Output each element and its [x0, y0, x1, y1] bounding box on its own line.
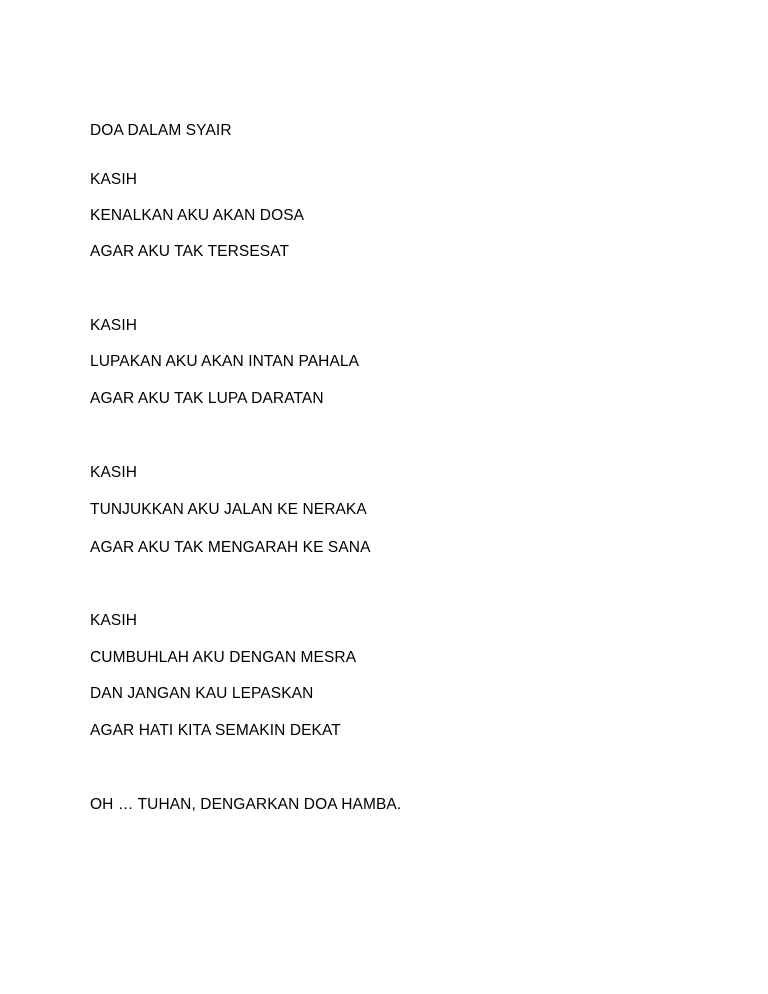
stanza-3-line-1: KASIH — [90, 464, 138, 481]
stanza-1-line-3: AGAR AKU TAK TERSESAT — [90, 243, 290, 260]
stanza-4-line-2: CUMBUHLAH AKU DENGAN MESRA — [90, 649, 357, 666]
stanza-1-line-1: KASIH — [90, 171, 138, 188]
stanza-4-line-1: KASIH — [90, 612, 138, 629]
stanza-1-line-2: KENALKAN AKU AKAN DOSA — [90, 207, 305, 224]
stanza-3-line-3: AGAR AKU TAK MENGARAH KE SANA — [90, 539, 371, 556]
closing-line: OH … TUHAN, DENGARKAN DOA HAMBA. — [90, 796, 402, 813]
stanza-2-line-1: KASIH — [90, 317, 138, 334]
page-title: DOA DALAM SYAIR — [90, 122, 232, 139]
stanza-4-line-4: AGAR HATI KITA SEMAKIN DEKAT — [90, 722, 341, 739]
stanza-3-line-2: TUNJUKKAN AKU JALAN KE NERAKA — [90, 501, 367, 518]
stanza-2-line-3: AGAR AKU TAK LUPA DARATAN — [90, 390, 324, 407]
stanza-4-line-3: DAN JANGAN KAU LEPASKAN — [90, 685, 314, 702]
stanza-2-line-2: LUPAKAN AKU AKAN INTAN PAHALA — [90, 353, 360, 370]
